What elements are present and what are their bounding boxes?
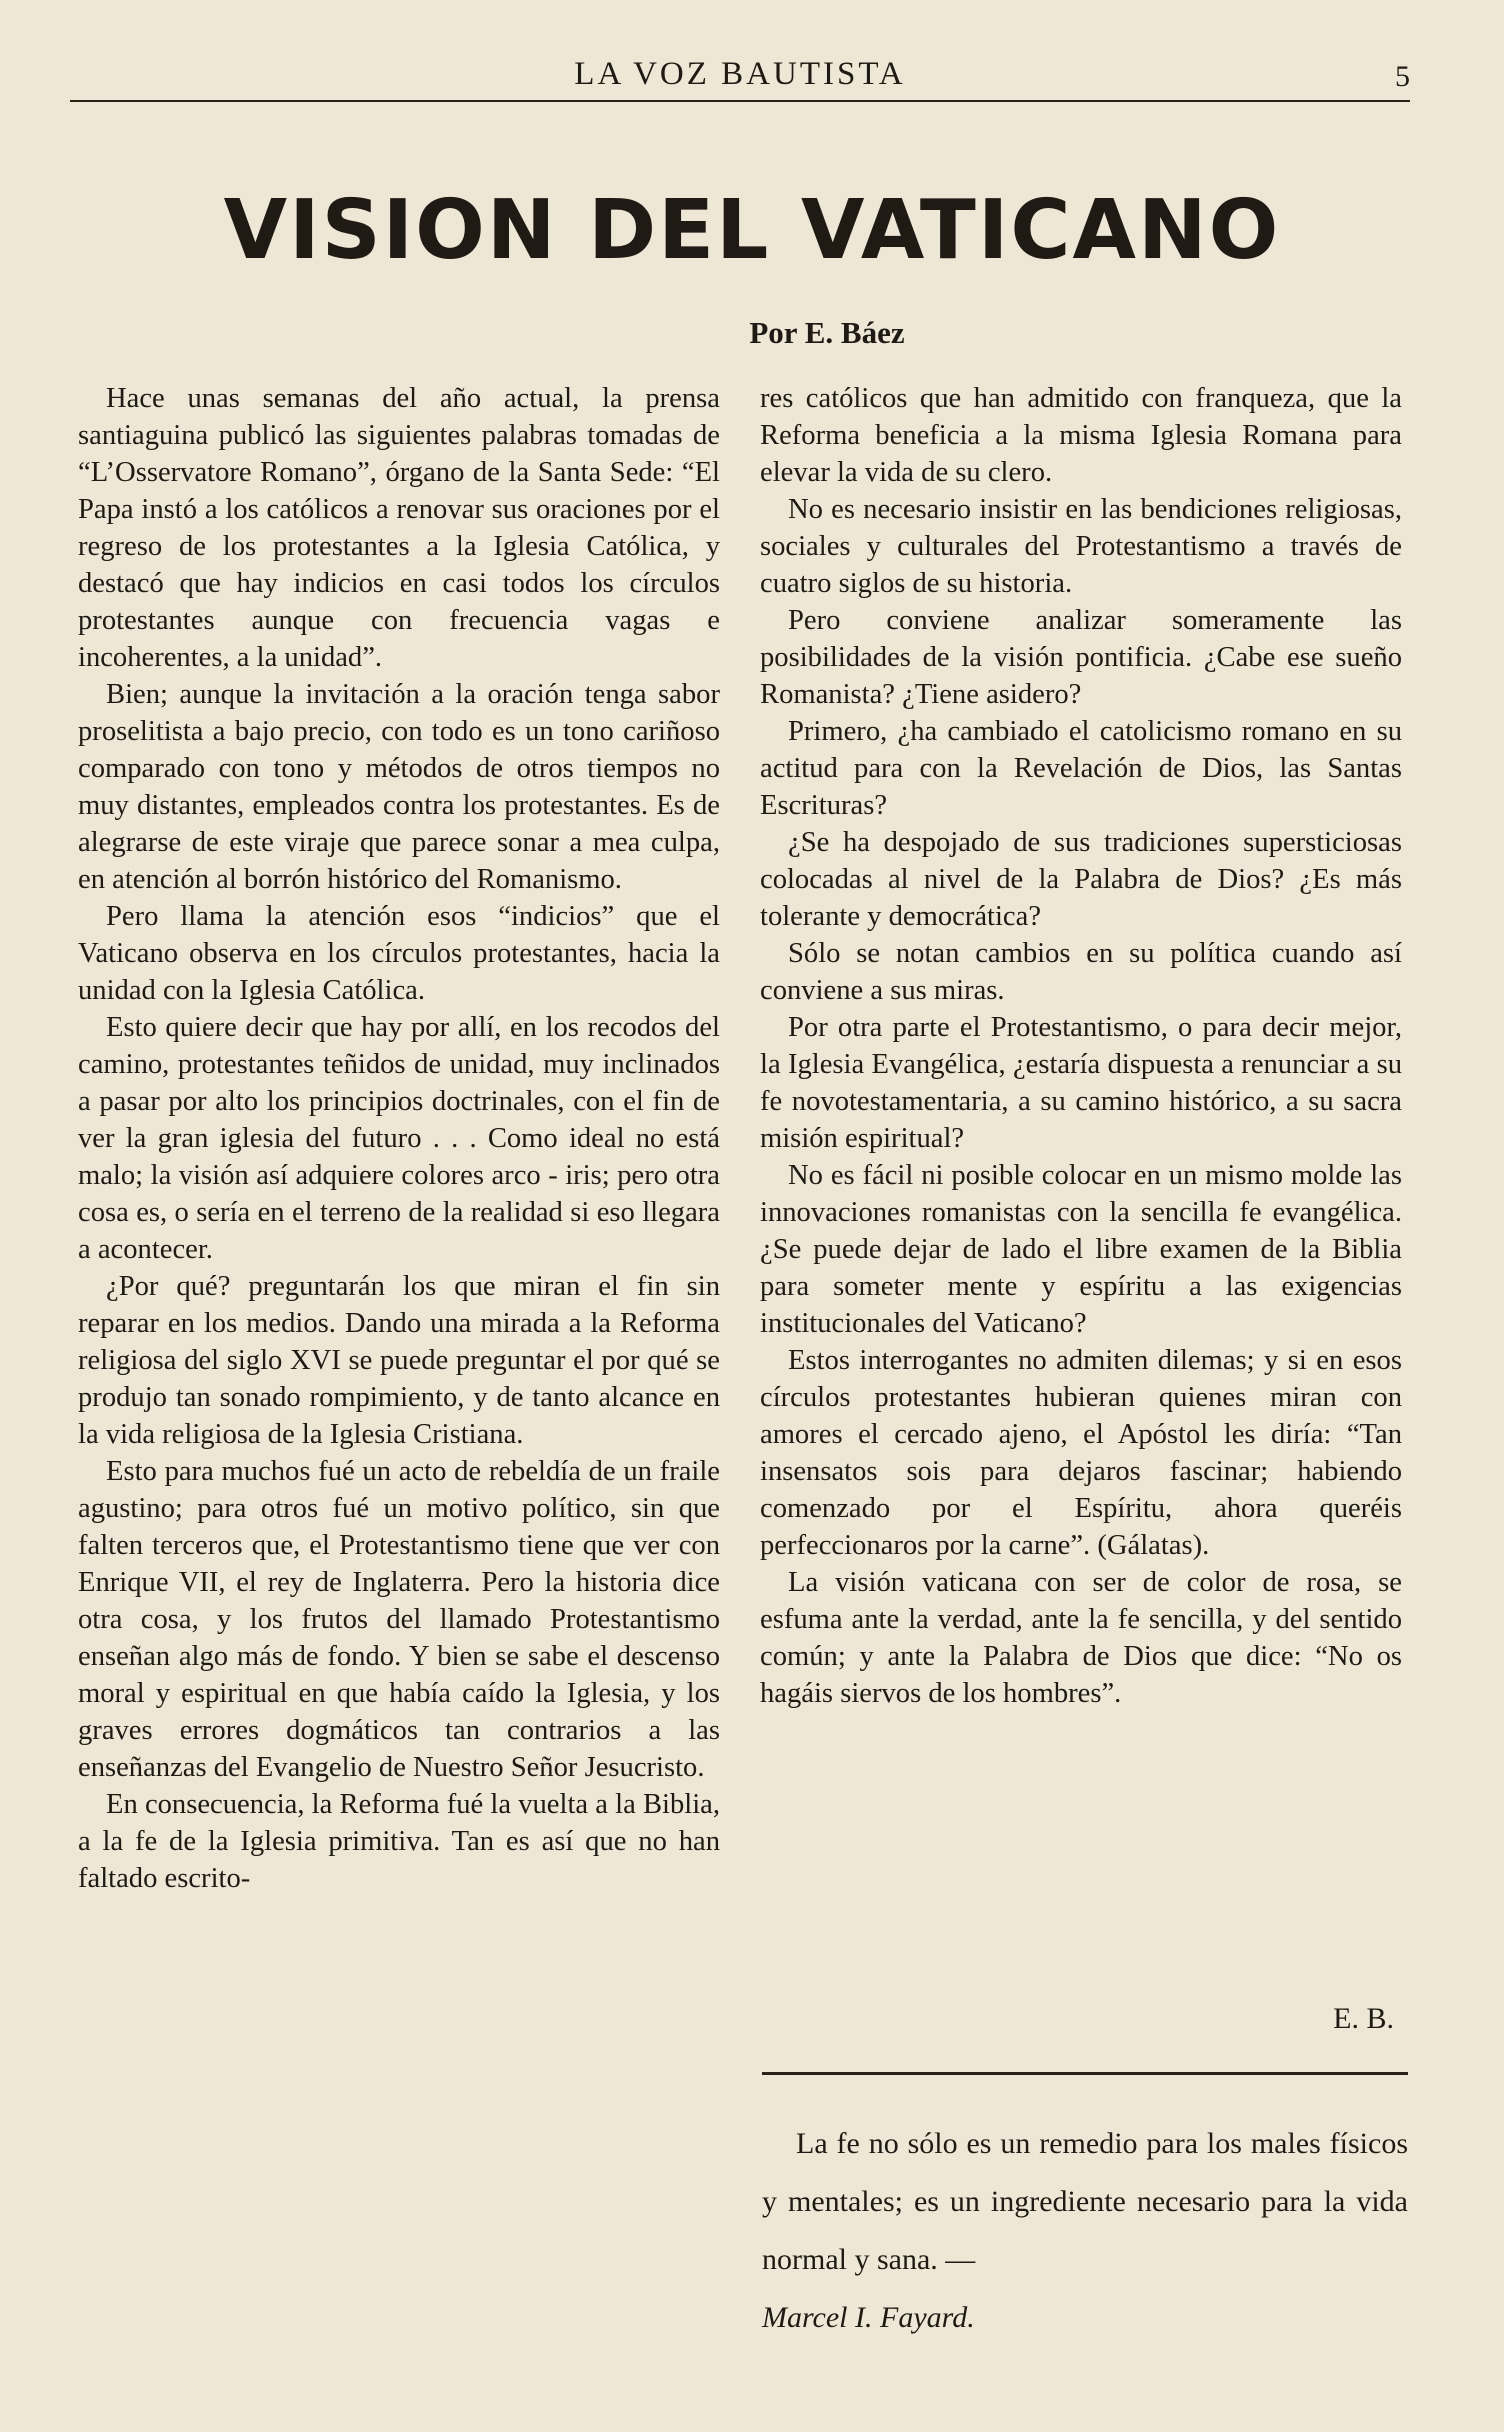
header-rule xyxy=(70,100,1410,102)
paragraph: ¿Por qué? preguntarán los que miran el fin sin reparar en los medios. Dando una mirada a la Reforma religiosa del siglo XVI se puede preguntar el por qué se produjo tan sonado rompimiento, y de tanto alcance en la vida religiosa de la Iglesia Cristiana. xyxy=(78,1271,720,1450)
paragraph: Estos interrogantes no admiten dilemas; y si en esos círculos protestantes hubieran quienes miran con amores el cercado ajeno, el Apóstol les diría: “Tan insensatos sois para dejaros fascinar; habiendo comenzado por el Espíritu, ahora queréis perfeccionaros por la carne”. (Gálatas). xyxy=(760,1345,1402,1561)
paragraph: Por otra parte el Protestantismo, o para decir mejor, la Iglesia Evangélica, ¿estaría dispuesta a renunciar a su fe novotestamentaria, a su camino histórico, a su sacra misión espiritual? xyxy=(760,1012,1402,1154)
quote-author: Marcel I. Fayard. xyxy=(762,2301,975,2334)
paragraph: Esto quiere decir que hay por allí, en los recodos del camino, protestantes teñidos de unidad, muy inclinados a pasar por alto los principios doctrinales, con el fin de ver la gran iglesia del futuro . . . Como ideal no está malo; la visión así adquiere colores arco - iris; pero otra cosa es, o sería en el terreno de la realidad si eso llegara a acontecer. xyxy=(78,1012,720,1265)
paragraph: Pero conviene analizar someramente las posibilidades de la visión pontificia. ¿Cabe ese sueño Romanista? ¿Tiene asidero? xyxy=(760,605,1402,710)
paragraph: En consecuencia, la Reforma fué la vuelta a la Biblia, a la fe de la Iglesia primitiva. Tan es así que no han faltado escrito- xyxy=(78,1789,720,1894)
paragraph: Hace unas semanas del año actual, la prensa santiaguina publicó las siguientes palabras tomadas de “L’Osservatore Romano”, órgano de la Santa Sede: “El Papa instó a los católicos a renovar sus oraciones por el regreso de los protestantes a la Iglesia Católica, y destacó que hay indicios en casi todos los círculos protestantes aunque con frecuencia vagas e incoherentes, a la unidad”. xyxy=(78,383,720,673)
page-number: 5 xyxy=(1395,60,1410,93)
separator-rule xyxy=(762,2072,1408,2075)
journal-title: LA VOZ BAUTISTA xyxy=(574,56,906,92)
author-signature: E. B. xyxy=(1333,2002,1394,2035)
quote-box xyxy=(762,2115,1408,2347)
paragraph: Esto para muchos fué un acto de rebeldía de un fraile agustino; para otros fué un motivo político, sin que falten terceros que, el Protestantismo tiene que ver con Enrique VII, el rey de Inglaterra. Pero la historia dice otra cosa, y los frutos del llamado Protestantismo enseñan algo más de fondo. Y bien se sabe el descenso moral y espiritual en que había caído la Iglesia, y los graves errores dogmáticos tan contrarios a las enseñanzas del Evangelio de Nuestro Señor Jesucristo. xyxy=(78,1456,720,1783)
byline: Por E. Báez xyxy=(749,315,905,350)
paragraph: Pero llama la atención esos “indicios” que el Vaticano observa en los círculos protestantes, hacia la unidad con la Iglesia Católica. xyxy=(78,901,720,1006)
paragraph: Sólo se notan cambios en su política cuando así conviene a sus miras. xyxy=(760,938,1402,1006)
paragraph: No es fácil ni posible colocar en un mismo molde las innovaciones romanistas con la sencilla fe evangélica. ¿Se puede dejar de lado el libre examen de la Biblia para someter mente y espíritu a las exigencias institucionales del Vaticano? xyxy=(760,1160,1402,1339)
quote-text: La fe no sólo es un remedio para los males físicos y mentales; es un ingrediente necesario para la vida normal y sana. — xyxy=(762,2127,1408,2276)
paragraph: ¿Se ha despojado de sus tradiciones supersticiosas colocadas al nivel de la Palabra de Dios? ¿Es más tolerante y democrática? xyxy=(760,827,1402,932)
paragraph: La visión vaticana con ser de color de rosa, se esfuma ante la verdad, ante la fe sencilla, y del sentido común; y ante la Palabra de Dios que dice: “No os hagáis siervos de los hombres”. xyxy=(760,1567,1402,1709)
paragraph: Primero, ¿ha cambiado el catolicismo romano en su actitud para con la Revelación de Dios, las Santas Escrituras? xyxy=(760,716,1402,821)
paragraph: Bien; aunque la invitación a la oración tenga sabor proselitista a bajo precio, con todo es un tono cariñoso comparado con tono y métodos de otros tiempos no muy distantes, empleados contra los protestantes. Es de alegrarse de este viraje que parece sonar a mea culpa, en atención al borrón histórico del Romanismo. xyxy=(78,679,720,895)
left-column xyxy=(78,380,720,1897)
paragraph: No es necesario insistir en las bendiciones religiosas, sociales y culturales del Protestantismo a través de cuatro siglos de su historia. xyxy=(760,494,1402,599)
right-column xyxy=(760,380,1402,1712)
running-head xyxy=(70,52,1410,102)
article-title: VISION DEL VATICANO xyxy=(223,183,1281,278)
paragraph-continuation: res católicos que han admitido con franqueza, que la Reforma beneficia a la misma Iglesia Romana para elevar la vida de su clero. xyxy=(760,383,1402,488)
